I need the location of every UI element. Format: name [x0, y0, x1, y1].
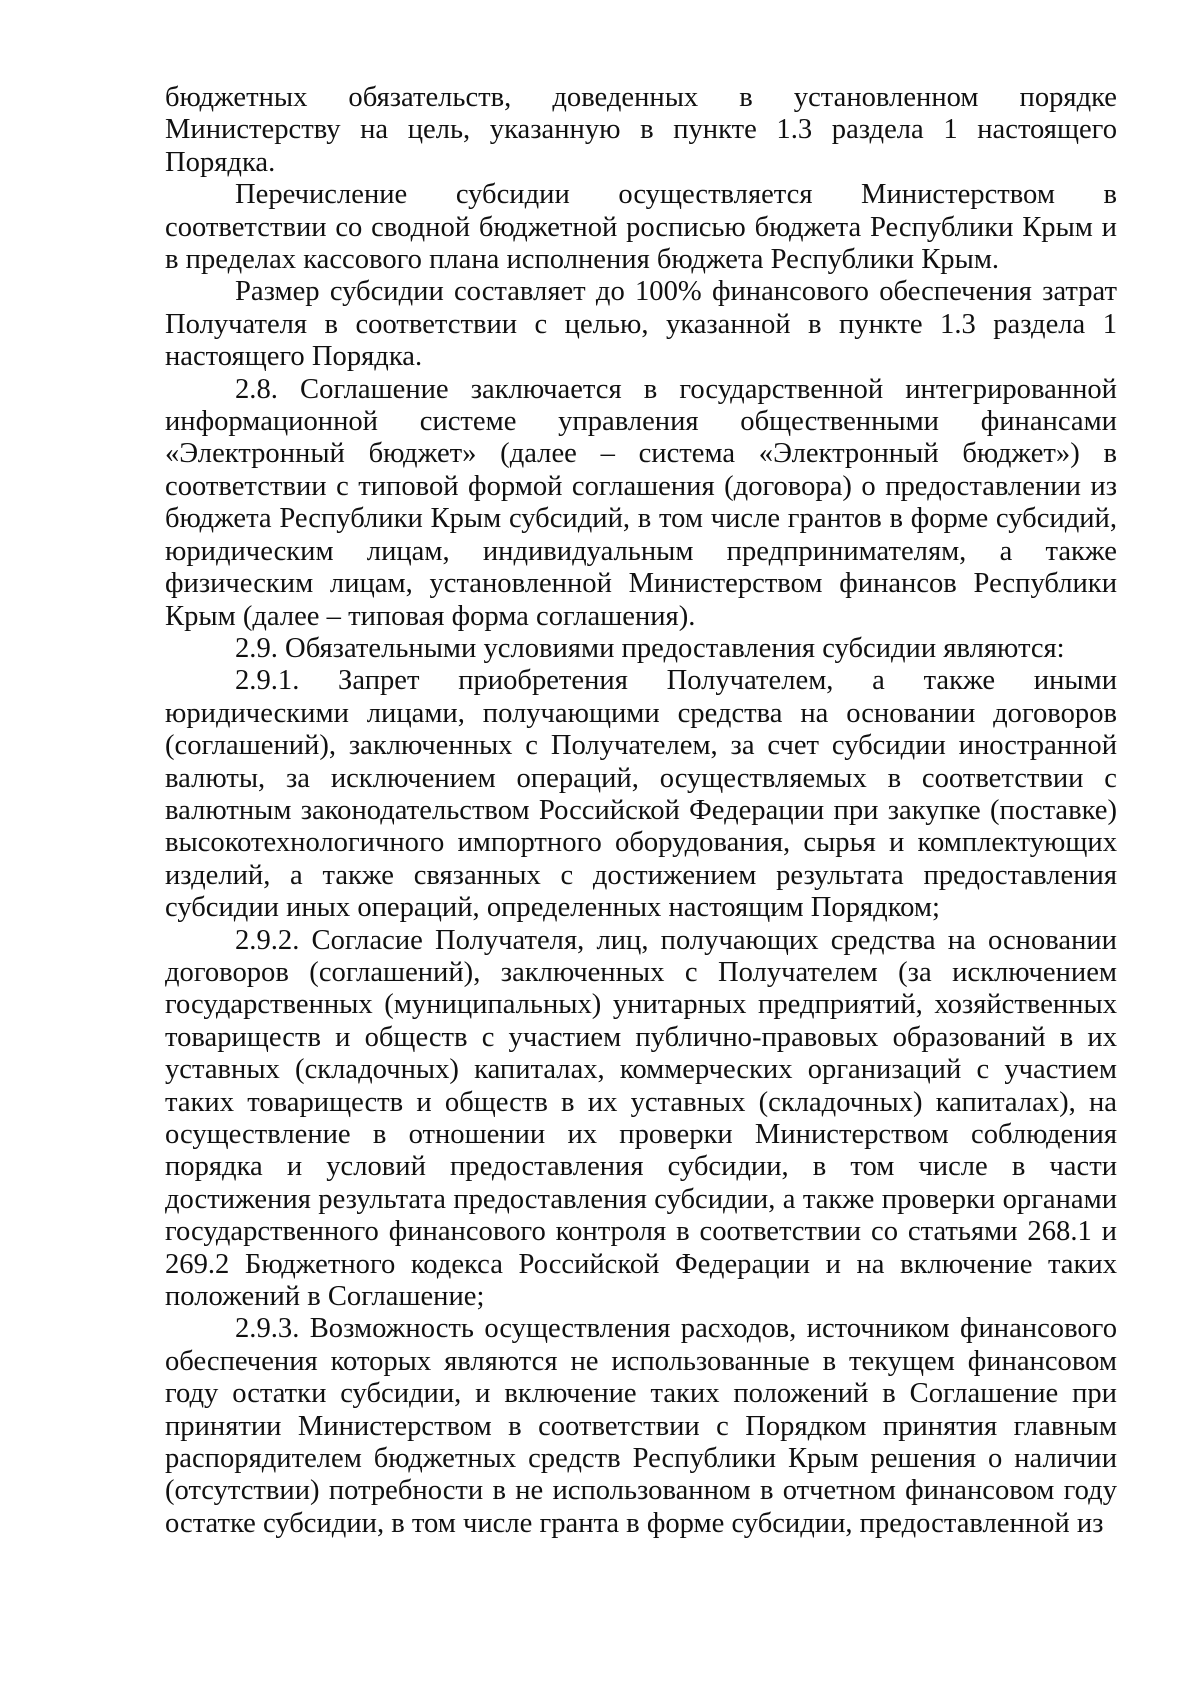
paragraph-2-9-3-unused-balance: 2.9.3. Возможность осуществления расходов, источником финансового обеспечения которых являются не использованные в текущем финансовом году остатки субсидии, и включение таких положений в Соглашение при принятии Министерством в соответствии с Порядком принятия главным распорядителем бюджетных средств Республики Крым решения о наличии (отсутствии) потребности в не использованном в отчетном финансовом году остатке субсидии, в том числе гранта в форме субсидии, предоставленной из	[165, 1313, 1117, 1539]
paragraph-2-9-conditions: 2.9. Обязательными условиями предоставления субсидии являются:	[235, 632, 1065, 664]
document-page	[165, 82, 1117, 1540]
paragraph-2-9-1-currency-ban: 2.9.1. Запрет приобретения Получателем, а также иными юридическими лицами, получающими средства на основании договоров (соглашений), заключенных с Получателем, за счет субсидии иностранной валюты, за исключением операций, осуществляемых в соответствии с валютным законодательством Российской Федерации при закупке (поставке) высокотехнологичного импортного оборудования, сырья и комплектующих изделий, а также связанных с достижением результата предоставления субсидии иных операций, определенных настоящим Порядком;	[165, 665, 1117, 924]
paragraph-subsidy-transfer: Перечисление субсидии осуществляется Министерством в соответствии со сводной бюджетной росписью бюджета Республики Крым и в пределах кассового плана исполнения бюджета Республики Крым.	[165, 179, 1117, 276]
paragraph-subsidy-amount: Размер субсидии составляет до 100% финансового обеспечения затрат Получателя в соответствии с целью, указанной в пункте 1.3 раздела 1 настоящего Порядка.	[165, 276, 1117, 373]
paragraph-2-9-2-inspection-consent: 2.9.2. Согласие Получателя, лиц, получающих средства на основании договоров (соглашений), заключенных с Получателем (за исключением государственных (муниципальных) унитарных предприятий, хозяйственных товариществ и обществ с участием публично-правовых образований в их уставных (складочных) капиталах, коммерческих организаций с участием таких товариществ и обществ в их уставных (складочных) капиталах), на осуществление в отношении их проверки Министерством соблюдения порядка и условий предоставления субсидии, в том числе в части достижения результата предоставления субсидии, а также проверки органами государственного финансового контроля в соответствии со статьями 268.1 и 269.2 Бюджетного кодекса Российской Федерации и на включение таких положений в Соглашение;	[165, 924, 1117, 1313]
paragraph-2-8-agreement: 2.8. Соглашение заключается в государственной интегрированной информационной системе управления общественными финансами «Электронный бюджет» (далее – система «Электронный бюджет») в соответствии с типовой формой соглашения (договора) о предоставлении из бюджета Республики Крым субсидий, в том числе грантов в форме субсидий, юридическим лицам, индивидуальным предпринимателям, а также физическим лицам, установленной Министерством финансов Республики Крым (далее – типовая форма соглашения).	[165, 373, 1117, 632]
paragraph-budget-obligations: бюджетных обязательств, доведенных в установленном порядке Министерству на цель, указанную в пункте 1.3 раздела 1 настоящего Порядка.	[165, 82, 1117, 178]
